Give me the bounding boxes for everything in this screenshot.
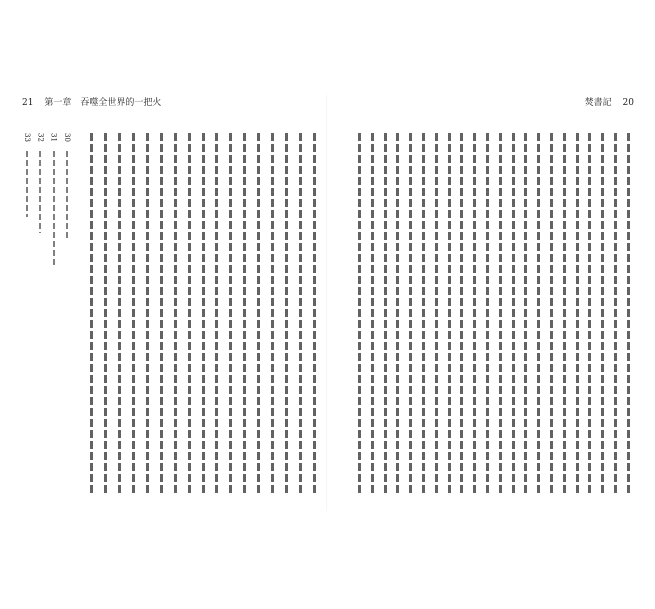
text-line-placeholder	[614, 133, 617, 493]
footnote-30	[62, 133, 72, 493]
text-line-placeholder	[104, 133, 107, 493]
footnote-number: 31	[49, 133, 58, 142]
text-line-placeholder	[285, 133, 288, 493]
text-column	[533, 133, 544, 493]
text-column	[253, 133, 264, 493]
left-text-block	[86, 133, 320, 511]
text-line-placeholder	[409, 133, 412, 493]
footnote-number: 33	[23, 133, 31, 142]
text-column	[469, 133, 480, 493]
right-text-block	[354, 133, 634, 511]
footnote-number: 32	[36, 133, 45, 142]
text-column	[508, 133, 519, 493]
left-page-number: 21	[22, 98, 34, 108]
text-column	[495, 133, 506, 493]
gutter	[326, 95, 327, 511]
left-footnotes	[22, 133, 72, 493]
text-column	[559, 133, 570, 493]
text-column	[597, 133, 608, 493]
text-column	[295, 133, 306, 493]
footnote-line	[26, 151, 28, 217]
text-column	[456, 133, 467, 493]
text-column	[367, 133, 378, 493]
text-line-placeholder	[229, 133, 232, 493]
right-page-number: 20	[622, 98, 634, 108]
footnote-line	[53, 151, 55, 267]
text-line-placeholder	[627, 133, 630, 493]
text-column	[482, 133, 493, 493]
text-line-placeholder	[118, 133, 121, 493]
text-line-placeholder	[160, 133, 163, 493]
footnote-line	[39, 151, 41, 233]
text-line-placeholder	[271, 133, 274, 493]
text-column	[610, 133, 621, 493]
text-column	[431, 133, 442, 493]
text-column	[546, 133, 557, 493]
text-line-placeholder	[215, 133, 218, 493]
left-header	[22, 95, 161, 113]
text-line-placeholder	[588, 133, 591, 493]
footnote-31	[49, 133, 59, 493]
left-running-head: 第一章 吞噬全世界的一把火	[44, 98, 162, 108]
footnote-33	[22, 133, 32, 493]
text-line-placeholder	[299, 133, 302, 493]
text-line-placeholder	[313, 133, 316, 493]
text-line-placeholder	[146, 133, 149, 493]
text-column	[239, 133, 250, 493]
text-column	[572, 133, 583, 493]
text-line-placeholder	[384, 133, 387, 493]
text-line-placeholder	[473, 133, 476, 493]
text-line-placeholder	[90, 133, 93, 493]
text-line-placeholder	[396, 133, 399, 493]
text-column	[86, 133, 97, 493]
text-column	[281, 133, 292, 493]
text-line-placeholder	[371, 133, 374, 493]
text-line-placeholder	[576, 133, 579, 493]
text-column	[170, 133, 181, 493]
text-column	[100, 133, 111, 493]
text-line-placeholder	[422, 133, 425, 493]
footnote-number: 30	[62, 133, 71, 142]
text-column	[225, 133, 236, 493]
text-line-placeholder	[202, 133, 205, 493]
text-column	[354, 133, 365, 493]
text-line-placeholder	[550, 133, 553, 493]
text-column	[520, 133, 531, 493]
text-line-placeholder	[563, 133, 566, 493]
text-line-placeholder	[537, 133, 540, 493]
text-line-placeholder	[243, 133, 246, 493]
text-column	[211, 133, 222, 493]
text-column	[128, 133, 139, 493]
text-column	[405, 133, 416, 493]
text-column	[380, 133, 391, 493]
right-running-head: 焚書記	[584, 98, 612, 108]
text-column	[418, 133, 429, 493]
footnote-32	[35, 133, 45, 493]
text-line-placeholder	[486, 133, 489, 493]
text-column	[184, 133, 195, 493]
footnote-line	[66, 151, 68, 241]
text-line-placeholder	[132, 133, 135, 493]
text-column	[156, 133, 167, 493]
text-line-placeholder	[358, 133, 361, 493]
text-column	[142, 133, 153, 493]
text-column	[267, 133, 278, 493]
right-page	[336, 95, 634, 511]
text-line-placeholder	[460, 133, 463, 493]
text-column	[198, 133, 209, 493]
text-line-placeholder	[174, 133, 177, 493]
text-column	[623, 133, 634, 493]
text-line-placeholder	[435, 133, 438, 493]
text-column	[392, 133, 403, 493]
text-column	[444, 133, 455, 493]
text-column	[584, 133, 595, 493]
left-page	[22, 95, 320, 511]
text-column	[114, 133, 125, 493]
text-line-placeholder	[524, 133, 527, 493]
text-line-placeholder	[512, 133, 515, 493]
text-line-placeholder	[601, 133, 604, 493]
text-line-placeholder	[188, 133, 191, 493]
right-header	[585, 95, 634, 113]
text-line-placeholder	[448, 133, 451, 493]
text-line-placeholder	[499, 133, 502, 493]
text-column	[309, 133, 320, 493]
text-line-placeholder	[257, 133, 260, 493]
